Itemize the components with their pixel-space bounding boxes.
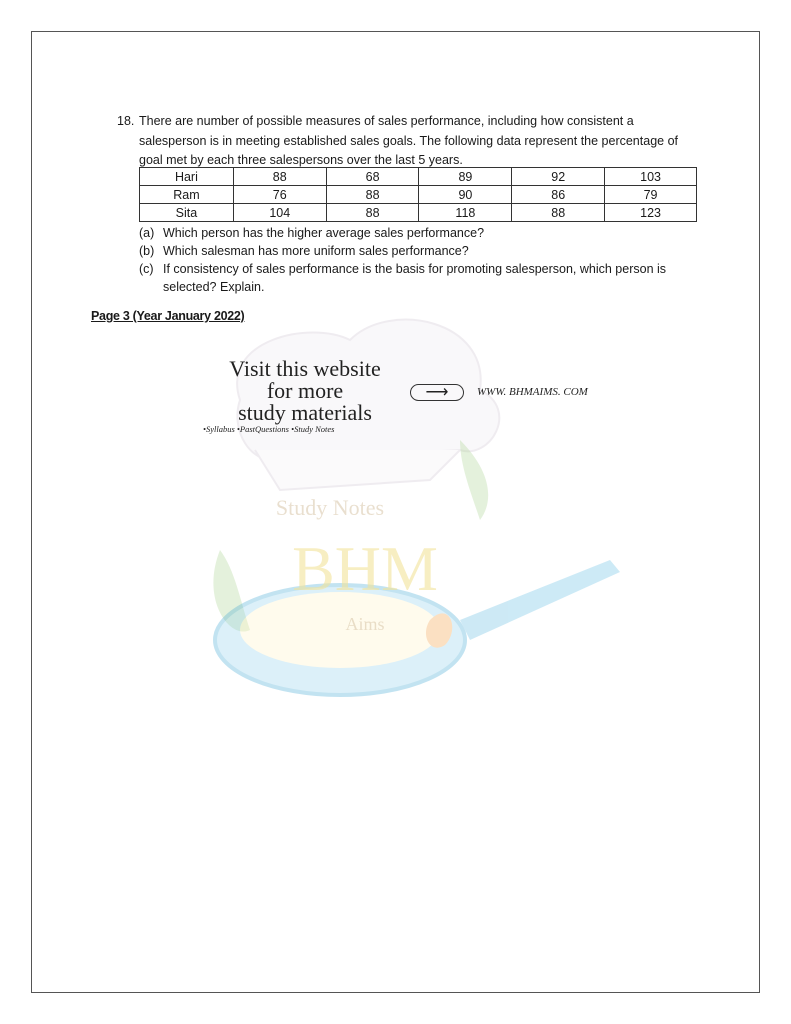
watermark-top-text: Study Notes [275, 495, 385, 520]
table-cell: 88 [326, 204, 419, 222]
website-link[interactable]: WWW. BHMAIMS. COM [477, 386, 588, 398]
promo-line-3: study materials [238, 400, 372, 425]
performance-table [139, 167, 697, 222]
table-cell: 76 [233, 186, 326, 204]
subquestion-c [139, 260, 699, 296]
question-number: 18. [117, 114, 135, 128]
table-cell: 89 [419, 168, 512, 186]
table-row [140, 186, 697, 204]
subquestion-b [139, 242, 699, 260]
table-cell: 88 [512, 204, 605, 222]
table-cell: 88 [326, 186, 419, 204]
watermark-logo-text: BHM [292, 533, 438, 604]
table-row [140, 204, 697, 222]
watermark-sub-text: Aims [345, 614, 385, 634]
page-heading: Page 3 (Year January 2022) [91, 309, 245, 323]
subquestion-a [139, 224, 699, 242]
promo-banner [190, 358, 420, 424]
table-cell: Ram [140, 186, 234, 204]
table-cell: Sita [140, 204, 234, 222]
table-cell: 68 [326, 168, 419, 186]
subquestion-text: Which person has the higher average sales performance? [163, 226, 485, 240]
promo-line-1: Visit this website [229, 356, 381, 381]
table-cell: 103 [605, 168, 697, 186]
table-cell: Hari [140, 168, 234, 186]
table-cell: 92 [512, 168, 605, 186]
subquestion-text: Which salesman has more uniform sales performance? [163, 244, 469, 258]
question-text: There are number of possible measures of sales performance, including how consistent a salesperson is in meeting established sales goals. The following data represent the percentage of goal met by each three salespersons over the last 5 years. [139, 114, 678, 167]
subquestion-label: (c) [139, 262, 154, 276]
arrow-right-icon[interactable]: ⟶ [410, 384, 464, 401]
table-cell: 90 [419, 186, 512, 204]
table-cell: 104 [233, 204, 326, 222]
table-cell: 123 [605, 204, 697, 222]
table-cell: 86 [512, 186, 605, 204]
table-cell: 79 [605, 186, 697, 204]
subquestion-continuation: selected? Explain. [163, 280, 265, 294]
table-row [140, 168, 697, 186]
subquestion-text: If consistency of sales performance is the basis for promoting salesperson, which person is [163, 262, 667, 276]
promo-tags: •Syllabus •PastQuestions •Study Notes [203, 424, 335, 434]
table-cell: 88 [233, 168, 326, 186]
table-cell: 118 [419, 204, 512, 222]
subquestion-label: (b) [139, 244, 155, 258]
subquestion-label: (a) [139, 226, 155, 240]
promo-line-2: for more [266, 378, 344, 403]
